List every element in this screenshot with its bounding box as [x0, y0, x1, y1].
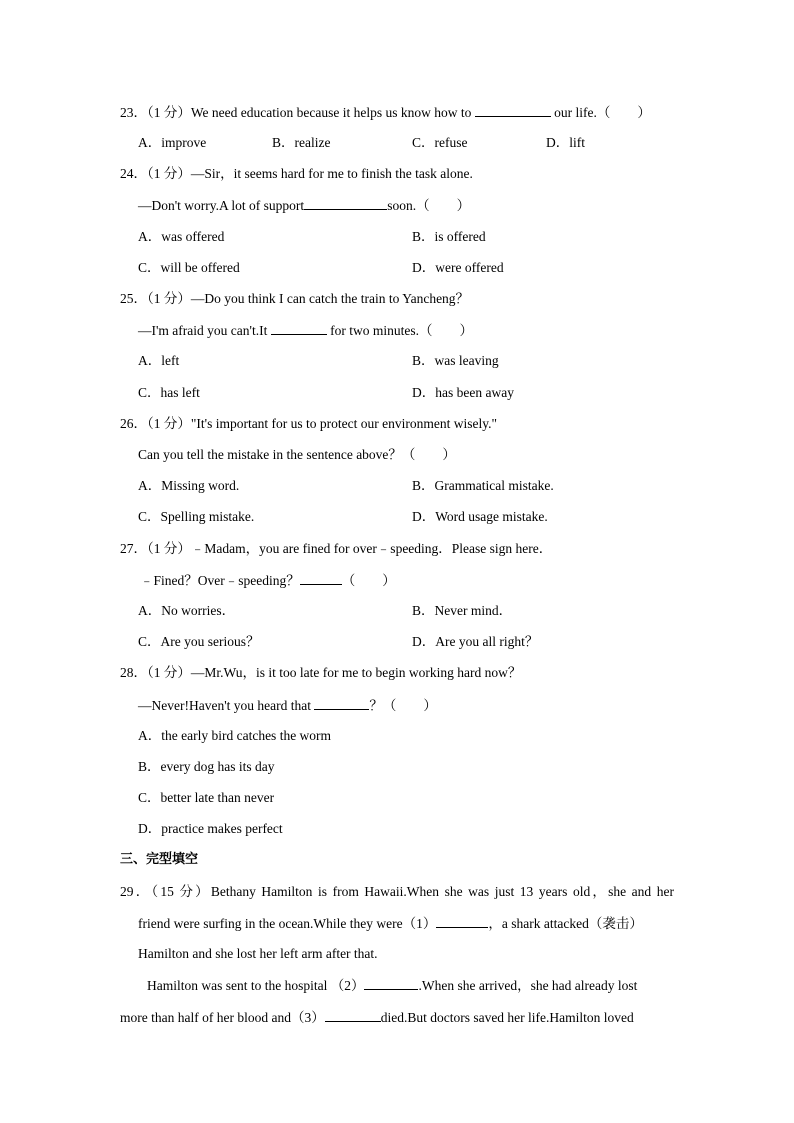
answer-blank[interactable] [300, 571, 342, 585]
option-c[interactable]: C．will be offered [138, 260, 240, 275]
passage-text: more than half of her blood and（3） [120, 1010, 325, 1025]
question-28-line2 [138, 696, 437, 715]
option-b[interactable]: B．every dog has its day [138, 759, 275, 774]
option-d[interactable]: D．has been away [412, 385, 514, 400]
question-23-stem [120, 103, 651, 122]
question-27-text: ﹣Fined？Over﹣speeding？ [140, 573, 300, 588]
option-b[interactable]: B．is offered [412, 229, 486, 244]
question-24-text: —Don't worry.A lot of support [138, 198, 305, 213]
question-25-line2 [138, 321, 473, 340]
option-a[interactable]: A．Missing word. [138, 478, 240, 493]
question-24-stem: 24．（1 分）—Sir，it seems hard for me to finish the task alone. [120, 166, 473, 181]
option-b[interactable]: B．Never mind． [412, 603, 513, 618]
passage-line-5 [120, 1008, 634, 1027]
option-a[interactable]: A．No worries． [138, 603, 236, 618]
answer-blank[interactable] [304, 196, 387, 210]
passage-text: Hamilton was sent to the hospital （2） [147, 978, 365, 993]
question-27-text-end: （ ） [341, 573, 396, 588]
option-a[interactable]: A．improve [138, 135, 207, 150]
passage-text: friend were surfing in the ocean.While they were（1） [138, 916, 437, 931]
question-23-text-end: our life.（ ） [550, 105, 651, 120]
option-c[interactable]: C．refuse [412, 135, 468, 150]
option-a[interactable]: A．left [138, 353, 180, 368]
answer-blank[interactable] [271, 321, 327, 335]
option-d[interactable]: D．lift [546, 135, 585, 150]
question-28-text: —Never!Haven't you heard that [138, 698, 315, 713]
question-24-line2 [138, 196, 470, 215]
question-26-line2: Can you tell the mistake in the sentence above？（ ） [138, 447, 456, 462]
passage-text: ，a shark attacked（袭击） [488, 916, 643, 931]
passage-line-2 [138, 914, 643, 933]
option-d[interactable]: D．Word usage mistake. [412, 509, 548, 524]
option-b[interactable]: B．Grammatical mistake. [412, 478, 554, 493]
option-a[interactable]: A．was offered [138, 229, 225, 244]
option-c[interactable]: C．has left [138, 385, 200, 400]
question-28-stem: 28．（1 分）—Mr.Wu，is it too late for me to begin working hard now？ [120, 665, 522, 680]
option-c[interactable]: C．better late than never [138, 790, 275, 805]
passage-text: .When she arrived，she had already lost [418, 978, 638, 993]
question-25-text: —I'm afraid you can't.It [138, 323, 271, 338]
question-25-stem: 25．（1 分）—Do you think I can catch the train to Yancheng？ [120, 291, 470, 306]
option-d[interactable]: D．practice makes perfect [138, 821, 283, 836]
passage-line-4 [147, 976, 637, 995]
question-28-text-end: ？（ ） [369, 698, 437, 713]
question-26-stem: 26．（1 分）"It's important for us to protect our environment wisely." [120, 416, 498, 431]
answer-blank[interactable] [475, 103, 551, 117]
answer-blank-3[interactable] [325, 1008, 381, 1022]
passage-line-1: 29．（15 分）Bethany Hamilton is from Hawaii.When she was just 13 years old，she and her [120, 884, 674, 899]
option-c[interactable]: C．Are you serious？ [138, 634, 260, 649]
answer-blank-1[interactable] [436, 914, 488, 928]
answer-blank[interactable] [314, 696, 369, 710]
question-25-text-end: for two minutes.（ ） [326, 323, 473, 338]
option-a[interactable]: A．the early bird catches the worm [138, 728, 332, 743]
option-c[interactable]: C．Spelling mistake. [138, 509, 255, 524]
passage-line-3: Hamilton and she lost her left arm after that. [138, 946, 378, 961]
question-27-stem: 27．（1 分）﹣Madam，you are fined for over﹣speeding．Please sign here． [120, 541, 553, 556]
question-27-line2 [140, 571, 396, 590]
question-23-text: 23．（1 分）We need education because it helps us know how to [120, 105, 475, 120]
section-title: 三、完型填空 [120, 852, 199, 867]
option-b[interactable]: B．was leaving [412, 353, 499, 368]
option-b[interactable]: B．realize [272, 135, 331, 150]
question-24-text-end: soon.（ ） [387, 198, 471, 213]
answer-blank-2[interactable] [364, 976, 418, 990]
option-d[interactable]: D．Are you all right？ [412, 634, 539, 649]
option-d[interactable]: D．were offered [412, 260, 504, 275]
passage-text: died.But doctors saved her life.Hamilton loved [380, 1010, 634, 1025]
